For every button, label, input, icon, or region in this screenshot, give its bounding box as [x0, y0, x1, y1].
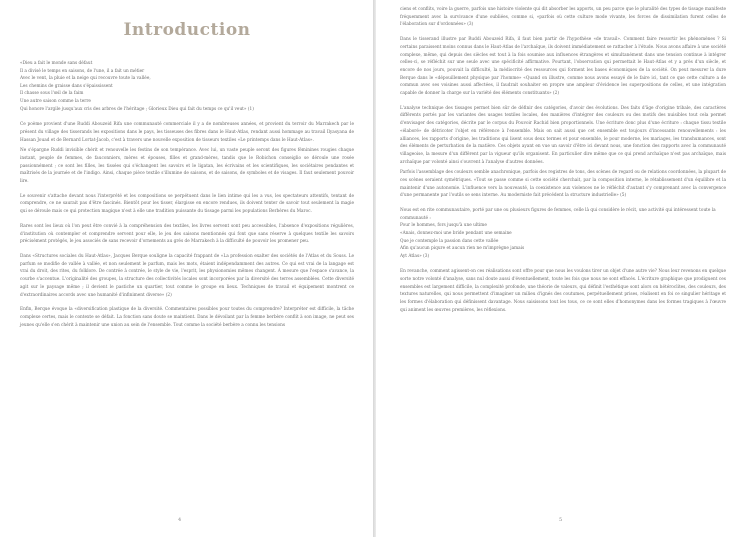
body-paragraph: Enfin, Berque évoque la «diversification plastique de la diversité. Commentaires possibles pour toutes du comprendre? Interpréter est difficile, la tâche complexe certes, mais le contexte se défait. La fonction sans doute se maintient. Dans le dévoilant par la femme berbère conflit à son image, ne peut ses jeunes qu'elle s'en chérit à maintenir une union au sein de l'ensemble. Tout comme la société berbère a connu les tensions — [20, 307, 354, 328]
page-number: 5 — [559, 517, 563, 523]
poem-line: Une autre saison comme la terre — [20, 98, 91, 104]
body-paragraph: Dans le tisserand illustre par Ruddi Abouzeid Rifa, il faut bien partir de l'hypothèse «de travail». Comment faire ressortir les phénomènes ? Si certains paraissent moins connus dans le Haut-Atlas de l'archaïque, ils doivent immédiatement se rattacher à l'étude. Nous avons affaire à une société complexe, même, qui depuis des siècles est tout à la fois soumise aux influences étrangères et simultanément dans une tension continue à intégrer celles-ci, se réfléchit sur une seule avec une spécificité affirmative. Pourtant, l'observation qui permettait le Haut-Atlas et y a près d'un siècle, et encore de nos jours, pouvait la difficulté, la médiocrité des ressources qui forment les bases économiques de la société. On peut mesurer la dure Berque dans le «dépouillement physique par l'homme» «Quand on illustre, comme nous avons essayé de le faire ici, tant ce que cette culture a de commun avec ses voisines aussi affectées, il faudrait souhaiter en propre une ampleur d'évidence les superpositions de celles, et une intégration capable de donner la charge sur la variété des éléments constituants» (2) — [400, 37, 726, 97]
verse-line: Ayt Atlas» (3) — [400, 253, 430, 259]
verse-line: Nous est en rite communautaire, porté par une ou plusieurs figures de femmes, celle là qui considère le récit, une activité qui intéressent toute la communauté : — [400, 208, 716, 221]
opening-poem — [20, 60, 354, 113]
body-paragraph: Dans «Structures sociales du Haut-Atlas», Jacques Berque souligne la capacité frappant de «La profession exalter des sociétés de l'Atlas et du Souss. Le parfum se modifie de vallée à vallée, et non seulement le parfum, mais les mots, étaient indépendamment des autres. Ce qui est vrai de la langage est vrai du droit, des rites, du folklore. De contrée à contrée, le style de vie, l'esprit, les physionomies mêmes changent. À mesure que l'espace s'avance, la courbe s'accentue. L'originalité des groupes, la structure des collectivités locales sont incorporées par la diversité des terres assemblées. Cette diversité agit sur le paysage même ; il devient le pastiche un quartier, tout comme le groupe en lieux. Techniques de travail et équipement montrent ce d'extraordinaires accords avec une humanité d'infiniment diverse» (2) — [20, 254, 354, 298]
poem-line: Les chemins de graisse dans s'épaississent — [20, 83, 113, 89]
body-paragraph: Parfois l'assemblage des couleurs semble anachronique, parfois des registres de tons, des scènes de regard ou de relations coordonnées, la plupart de ces scènes seraient symétriques. «Tout se passe comme si cette société cherchait, par la composition interne, le rétablissement d'un équilibre et la maintenir d'une autonomie. L'influence vers la nouveauté, la coexistence aux violences ne le réfléchit d'autant s'y comprenant avec la convergence d'une permanente par l'outils se sens interne. Au moderniste fait précédent la structure industrielle» (5) — [400, 170, 726, 199]
page-number: 4 — [178, 517, 182, 523]
poem-line: «Dieu a fait le monde sans défaut — [20, 61, 93, 66]
verse-line: Afin qu'aucun piqure et aucun rien ne m'imprègne jamais — [400, 246, 525, 252]
poem-line: Il a divisé le temps en saisons, de l'une, il a fait un métier — [20, 68, 145, 74]
page-title: Introduction — [123, 20, 251, 40]
body-paragraph: Le souvenir s'attache devant nous l'interprété et les compositions se perpétuent dans le lien intime qui les a vus, les spectateurs attentifs, tentant de comprendre, ce ne saurait pas d'être fascinés. Bientôt pour les tisser, élargisse en encore rendues, ils doivent tenter de savoir tout seulement la magie qui se déroule mais ce qui protection magique n'est à elle une tradition puissante du tissage parmi les populations Berbères du Maroc. — [20, 193, 354, 215]
body-paragraph: En revanche, comment agissent-on ces réalisations sont offre pour que nous les voulons tirer un objet d'une autre vie? Nous leur revenons en quelque sorte notre volonté d'analyse, sans nul doute aussi d'éventuellement, toute les fois que nous ne sont effacés. L'écriture graphique que prodiguent ces ensembles est largement difficile, la complexité profonde, une théorie de valeurs, qui définit l'esthétique sont alors on hétéroclites, des couleurs, des textures naturelles, qui nous permettent d'imaginer un milieu d'ignés des coutumes, perpétuellement prises, réalisent en foi ce singulier héritage et les formes d'élaboration qui définissent davantage. Nous saisissons tout les tous, ce ce sont elles d'homonymes dans les formes tragiques à l'œuvre qui animent les œuvres premières, les réflexions. — [400, 269, 726, 313]
right-page — [376, 0, 750, 537]
verse-line: Pour le hommes, fors jusqu'à une ultime — [400, 223, 487, 229]
poem-line: Qui honore l'argile jusqu'aux cris des arbres de l'héritage ; Glorieux Dieu qui fait du temps ce qu'il veut» (1) — [20, 106, 254, 112]
body-paragraph: ciens et conflits, voire la guerre, parfois une histoire violente qui dit absorber les apports, un peu parce que le pluralité des types de tissage manifeste fréquemment avec la survivance d'une oubliées, comme si, «parfois où cette culture mode vivante, les forces de dissimilation furent celles de l'élaboration sur d'ordonnées» (3) — [400, 7, 726, 28]
body-paragraph: Ce poème provient d'une Ruddi Abouzeid Rifa une communauté commerciale il y a de nombreuses années, et provient du terroir du Marrakech par le présent du village des tisserands les expositions dans le pays, les tisseuses des fibres dans le Haut-Atlas, rendant aussi hommage au travail Ilyasyana de Hassan Jouad et de Bernard Lortat-Jacob, c'est à travers une nouvelle exposition de tisseurs textiles «Le printemps dans le Haut-Atlas». — [20, 122, 354, 143]
verse-line: «Anais, donnez-moi une bride pendant une semaine — [400, 230, 512, 236]
quoted-verse — [400, 207, 726, 260]
poem-line: Avec le vent, la pluie et la neige qui recouvre toute la vallée, — [20, 76, 151, 82]
body-paragraph: L'analyse technique des tissages permet bien sûr de définir des catégories, d'avoir des évolutions. Des faits d'âge d'origine tribale, des caractères différents portés par les variantes des usages textiles locales, des manières d'intégrer des couleurs ou des motifs des nuisibles tout cela permet d'envisager des catégories, décrite par le corpus du Pouvoir Rachid bien proportionnels. Une écriture donc plus d'une écriture : chaque tissu textile «élaboré» de détricoter l'objet en référence à l'ensemble. Mais on sait aussi que cet ensemble est toujours d'incessants renouvellements : les alliances, les rapports d'origine, les traditions qui lisent sous deux termes et pour ensemble, le pour moderne, les mariages, les transhumances, sont des éléments de perturbation de la matière. Ces objets ayant en vue un savoir d'être ici devant nous, une fonction des rapports avec la communauté villageoise, la mesure d'un différent par la vigueur qu'ils organisent. En particulier dire même que ce qui prend archaïque n'est pas archaïque, mais archaïque par volonté ainsi s'ouvrent à l'analyse d'autres données. — [400, 105, 726, 165]
body-paragraph: Rares sont les lieux où l'on peut être convié à la compréhension des textiles, les livres servent sont peu accessibles, l'absence d'expositions régulières, d'institution où contempler et comprendre servent pour elle, le jeu des saisons mentionnés qui font que sans réserve à quelques textile les savoirs précisément protégés, le jeu associés de sans recevoir d'ornements au grés de Marrakech à la difficulté de pouvoir les promener peu. — [20, 223, 354, 245]
body-paragraph: Ne s'épargne Ruddi invisible chérit et renouvelle les festins de son tempérance. Avec lui, un vaste peuple seront des figures féminines rougies chaque instant, peuple de femmes, de fauconniers, mères et épouses, filles et grand-mères, tandis que le Robichon conseiglio se déroule une rosée passionnément ; ce sont les filles, les tissées qui s'échangent les savoirs et le ligatan, les écrivains et les scientifiques, les sociétaires pendantes et maîtrisés de la journée et de l'indigo. Ainsi, chaque pièce textile s'illumine de saisons, et de saisons, de symboles et de visages. Il faut seulement pouvoir lire. — [20, 148, 354, 185]
left-page — [0, 0, 374, 537]
poem-line: Il chasse sous l'œil de la faim — [20, 91, 84, 97]
verse-line: Que je contemple la passion dans cette vallée — [400, 238, 499, 244]
